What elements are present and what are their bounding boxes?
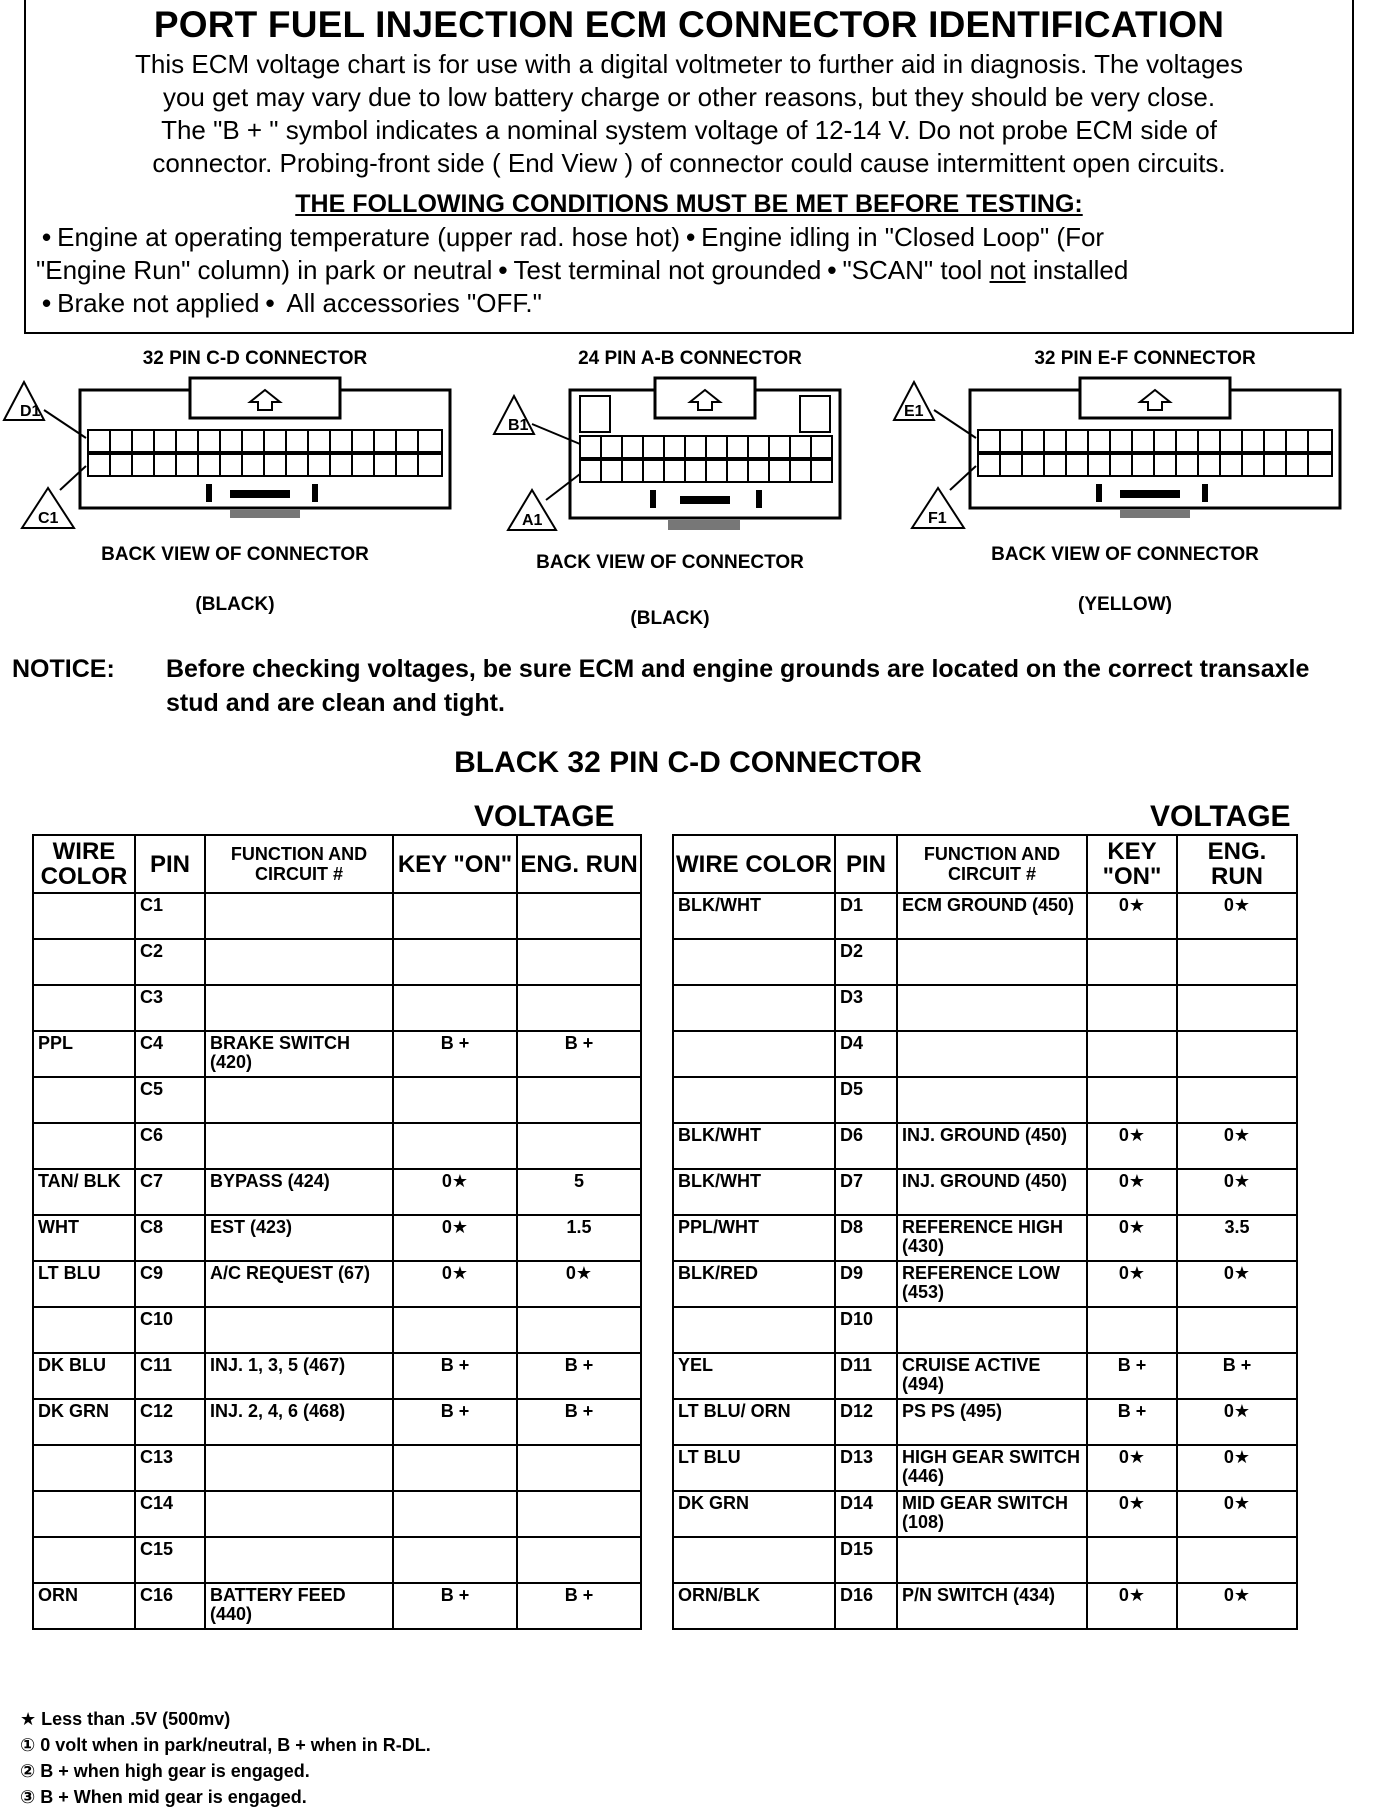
table-row <box>673 1307 1297 1353</box>
eng-run-cell <box>517 1445 641 1491</box>
intro-line: The "B + " symbol indicates a nominal system voltage of 12-14 V. Do not probe ECM side of <box>161 115 1217 145</box>
key-on-cell: 0★ <box>1087 1261 1177 1307</box>
pin-label-top: D1 <box>20 403 41 420</box>
function-cell <box>205 1537 393 1583</box>
pin-cell: D15 <box>835 1537 897 1583</box>
wire-color-cell: YEL <box>673 1353 835 1399</box>
header-box <box>24 0 1354 334</box>
function-cell <box>205 1077 393 1123</box>
pin-label-top: B1 <box>508 417 529 434</box>
pin-cell: D14 <box>835 1491 897 1537</box>
key-on-cell: B + <box>393 1399 517 1445</box>
pin-cell: D10 <box>835 1307 897 1353</box>
eng-run-cell <box>1177 1307 1297 1353</box>
eng-run-cell <box>517 1491 641 1537</box>
function-cell: BATTERY FEED (440) <box>205 1583 393 1629</box>
function-cell: PS PS (495) <box>897 1399 1087 1445</box>
pin-cell: C8 <box>135 1215 205 1261</box>
pin-cell: C12 <box>135 1399 205 1445</box>
wire-color-cell <box>673 1031 835 1077</box>
key-on-cell <box>393 1307 517 1353</box>
eng-run-cell: B + <box>517 1353 641 1399</box>
function-cell <box>897 1307 1087 1353</box>
pin-cell: D1 <box>835 893 897 939</box>
table-row <box>33 1077 641 1123</box>
pin-cell: D2 <box>835 939 897 985</box>
connector-diagram <box>0 370 470 540</box>
column-header: FUNCTION AND CIRCUIT # <box>205 835 393 893</box>
column-header: FUNCTION AND CIRCUIT # <box>897 835 1087 893</box>
condition-item: "SCAN" tool <box>842 255 983 285</box>
eng-run-cell: 1.5 <box>517 1215 641 1261</box>
wire-color-cell: PPL <box>33 1031 135 1077</box>
function-cell: EST (423) <box>205 1215 393 1261</box>
wire-color-cell: LT BLU/ ORN <box>673 1399 835 1445</box>
function-cell: REFERENCE LOW (453) <box>897 1261 1087 1307</box>
function-cell <box>205 893 393 939</box>
pin-cell: C1 <box>135 893 205 939</box>
wire-color-cell <box>33 1307 135 1353</box>
wire-color-cell: ORN/BLK <box>673 1583 835 1629</box>
key-on-cell <box>1087 1537 1177 1583</box>
column-header: KEY "ON" <box>1087 835 1177 893</box>
key-on-cell: B + <box>1087 1399 1177 1445</box>
eng-run-cell: 5 <box>517 1169 641 1215</box>
function-cell <box>897 1077 1087 1123</box>
function-cell <box>205 1491 393 1537</box>
wire-color-cell <box>673 1537 835 1583</box>
wire-color-cell: WHT <box>33 1215 135 1261</box>
function-cell: BYPASS (424) <box>205 1169 393 1215</box>
connector-view-label: BACK VIEW OF CONNECTOR <box>536 552 804 573</box>
function-cell <box>205 985 393 1031</box>
table-row <box>673 1537 1297 1583</box>
pin-cell: C15 <box>135 1537 205 1583</box>
wire-color-cell <box>33 1445 135 1491</box>
key-on-cell: 0★ <box>1087 1491 1177 1537</box>
pin-cell: C10 <box>135 1307 205 1353</box>
intro-line: you get may vary due to low battery charge or other reasons, but they should be very close. <box>162 82 1216 112</box>
table-row <box>673 1077 1297 1123</box>
pin-label-top: E1 <box>904 403 924 420</box>
wire-color-cell <box>33 939 135 985</box>
eng-run-cell <box>517 939 641 985</box>
eng-run-cell <box>517 1123 641 1169</box>
function-cell <box>205 939 393 985</box>
column-header: WIRE COLOR <box>33 835 135 893</box>
eng-run-cell: 0★ <box>1177 1445 1297 1491</box>
pin-label-bottom: A1 <box>522 512 543 529</box>
eng-run-cell: 0★ <box>1177 1583 1297 1629</box>
column-header: ENG. RUN <box>517 835 641 893</box>
pin-cell: D9 <box>835 1261 897 1307</box>
table-row <box>673 1261 1297 1307</box>
table-row <box>33 1261 641 1307</box>
condition-item: installed <box>1032 255 1129 285</box>
key-on-cell: B + <box>393 1583 517 1629</box>
intro-line: This ECM voltage chart is for use with a digital voltmeter to further aid in diagnosis. The voltages <box>135 49 1243 79</box>
column-header: KEY "ON" <box>393 835 517 893</box>
column-header: PIN <box>835 835 897 893</box>
table-row <box>673 1123 1297 1169</box>
key-on-cell: 0★ <box>1087 1215 1177 1261</box>
eng-run-cell: B + <box>517 1583 641 1629</box>
key-on-cell: 0★ <box>393 1169 517 1215</box>
connector-name: 24 PIN A-B CONNECTOR <box>578 348 802 369</box>
wire-color-cell <box>33 985 135 1031</box>
conditions-list <box>26 219 1352 320</box>
pin-label-bottom: F1 <box>928 510 947 527</box>
table-row <box>33 1537 641 1583</box>
pin-cell: D7 <box>835 1169 897 1215</box>
eng-run-cell: 3.5 <box>1177 1215 1297 1261</box>
eng-run-cell <box>517 985 641 1031</box>
key-on-cell <box>1087 939 1177 985</box>
table-row <box>33 893 641 939</box>
notice-text: Before checking voltages, be sure ECM and engine grounds are located on the correct transaxle stud and are clean and tight. <box>166 655 1310 717</box>
wire-color-cell <box>33 1123 135 1169</box>
function-cell <box>205 1307 393 1353</box>
key-on-cell: B + <box>1087 1353 1177 1399</box>
voltage-label: VOLTAGE <box>474 800 615 833</box>
table-row <box>673 985 1297 1031</box>
function-cell: A/C REQUEST (67) <box>205 1261 393 1307</box>
column-header: ENG. RUN <box>1177 835 1297 893</box>
key-on-cell <box>1087 1307 1177 1353</box>
function-cell: INJ. GROUND (450) <box>897 1123 1087 1169</box>
conditions-heading: THE FOLLOWING CONDITIONS MUST BE MET BEFORE TESTING: <box>295 190 1083 218</box>
condition-item: Brake not applied <box>57 288 260 318</box>
wire-color-cell <box>33 893 135 939</box>
key-on-cell <box>393 1537 517 1583</box>
function-cell <box>205 1445 393 1491</box>
footnote: ② B + when high gear is engaged. <box>20 1761 310 1781</box>
connector-diagram <box>480 370 860 548</box>
function-cell: ECM GROUND (450) <box>897 893 1087 939</box>
pin-cell: C13 <box>135 1445 205 1491</box>
page-title: PORT FUEL INJECTION ECM CONNECTOR IDENTIFICATION <box>153 4 1225 45</box>
pin-cell: D6 <box>835 1123 897 1169</box>
connector-name: 32 PIN C-D CONNECTOR <box>142 348 368 369</box>
pin-cell: C7 <box>135 1169 205 1215</box>
eng-run-cell: 0★ <box>1177 1169 1297 1215</box>
condition-item: Engine at operating temperature (upper rad. hose hot) <box>57 222 681 252</box>
wire-color-cell: TAN/ BLK <box>33 1169 135 1215</box>
column-header: WIRE COLOR <box>673 835 835 893</box>
connector-ef <box>890 348 1360 616</box>
connector-ab <box>480 348 860 630</box>
function-cell: HIGH GEAR SWITCH (446) <box>897 1445 1087 1491</box>
table-row <box>673 1445 1297 1491</box>
function-cell <box>897 985 1087 1031</box>
function-cell: BRAKE SWITCH (420) <box>205 1031 393 1077</box>
wire-color-cell: LT BLU <box>33 1261 135 1307</box>
connector-color: (BLACK) <box>195 594 275 615</box>
key-on-cell <box>393 939 517 985</box>
key-on-cell: 0★ <box>393 1215 517 1261</box>
function-cell: CRUISE ACTIVE (494) <box>897 1353 1087 1399</box>
notice-label: NOTICE: <box>12 655 115 683</box>
key-on-cell <box>393 1123 517 1169</box>
key-on-cell <box>1087 985 1177 1031</box>
notice <box>12 652 1316 720</box>
pin-table-body <box>673 893 1297 1629</box>
key-on-cell <box>393 1445 517 1491</box>
eng-run-cell: 0★ <box>517 1261 641 1307</box>
eng-run-cell <box>517 1537 641 1583</box>
table-row <box>33 1307 641 1353</box>
key-on-cell <box>393 1077 517 1123</box>
pin-cell: C2 <box>135 939 205 985</box>
wire-color-cell <box>673 985 835 1031</box>
pin-cell: D4 <box>835 1031 897 1077</box>
footnote: ① 0 volt when in park/neutral, B + when in R-DL. <box>20 1735 431 1755</box>
pin-cell: D8 <box>835 1215 897 1261</box>
condition-item: "Engine Run" column) in park or neutral <box>36 255 493 285</box>
pin-cell: D5 <box>835 1077 897 1123</box>
table-row <box>33 985 641 1031</box>
condition-item: All accessories "OFF." <box>286 288 542 318</box>
pin-table-d <box>672 834 1298 1630</box>
pin-cell: C9 <box>135 1261 205 1307</box>
function-cell: INJ. 2, 4, 6 (468) <box>205 1399 393 1445</box>
key-on-cell <box>393 893 517 939</box>
column-header: PIN <box>135 835 205 893</box>
bullet-icon: • <box>265 288 275 318</box>
key-on-cell: 0★ <box>1087 1583 1177 1629</box>
pin-table-c <box>32 834 642 1630</box>
pin-cell: D3 <box>835 985 897 1031</box>
bullet-icon: • <box>827 255 837 285</box>
key-on-cell: B + <box>393 1353 517 1399</box>
table-row <box>33 1399 641 1445</box>
wire-color-cell <box>33 1491 135 1537</box>
pin-cell: D12 <box>835 1399 897 1445</box>
table-row <box>673 1031 1297 1077</box>
eng-run-cell <box>1177 1077 1297 1123</box>
eng-run-cell <box>1177 939 1297 985</box>
pin-label-bottom: C1 <box>38 510 59 527</box>
wire-color-cell: ORN <box>33 1583 135 1629</box>
wire-color-cell: BLK/RED <box>673 1261 835 1307</box>
table-row <box>673 939 1297 985</box>
wire-color-cell <box>673 1077 835 1123</box>
key-on-cell <box>393 1491 517 1537</box>
table-row <box>33 1491 641 1537</box>
function-cell <box>897 1537 1087 1583</box>
table-row <box>33 1169 641 1215</box>
bullet-icon: • <box>498 255 508 285</box>
table-row <box>33 1353 641 1399</box>
function-cell: MID GEAR SWITCH (108) <box>897 1491 1087 1537</box>
eng-run-cell: B + <box>1177 1353 1297 1399</box>
wire-color-cell: BLK/WHT <box>673 1123 835 1169</box>
wire-color-cell <box>673 939 835 985</box>
pin-cell: C14 <box>135 1491 205 1537</box>
function-cell: INJ. 1, 3, 5 (467) <box>205 1353 393 1399</box>
voltage-label: VOLTAGE <box>1150 800 1291 833</box>
pin-cell: C4 <box>135 1031 205 1077</box>
eng-run-cell <box>517 893 641 939</box>
function-cell <box>897 939 1087 985</box>
table-row <box>33 1445 641 1491</box>
key-on-cell: 0★ <box>393 1261 517 1307</box>
wire-color-cell: BLK/WHT <box>673 893 835 939</box>
pin-cell: C5 <box>135 1077 205 1123</box>
connector-view-label: BACK VIEW OF CONNECTOR <box>991 544 1259 565</box>
table-row <box>673 1353 1297 1399</box>
pin-cell: D16 <box>835 1583 897 1629</box>
condition-emphasis: not <box>989 255 1026 285</box>
table-row <box>33 1031 641 1077</box>
pin-table-body <box>33 893 641 1629</box>
table-row <box>673 1491 1297 1537</box>
pin-cell: C3 <box>135 985 205 1031</box>
function-cell <box>205 1123 393 1169</box>
wire-color-cell <box>673 1307 835 1353</box>
eng-run-cell: 0★ <box>1177 1491 1297 1537</box>
connector-name: 32 PIN E-F CONNECTOR <box>1034 348 1256 369</box>
function-cell: INJ. GROUND (450) <box>897 1169 1087 1215</box>
function-cell: P/N SWITCH (434) <box>897 1583 1087 1629</box>
wire-color-cell: PPL/WHT <box>673 1215 835 1261</box>
intro-line: connector. Probing-front side ( End View ) of connector could cause intermittent open circuits. <box>152 148 1226 178</box>
table-row <box>673 1169 1297 1215</box>
pin-cell: C16 <box>135 1583 205 1629</box>
pin-cell: D11 <box>835 1353 897 1399</box>
table-row <box>673 893 1297 939</box>
table-row <box>673 1583 1297 1629</box>
key-on-cell: 0★ <box>1087 1123 1177 1169</box>
eng-run-cell <box>1177 1537 1297 1583</box>
wire-color-cell <box>33 1537 135 1583</box>
key-on-cell: 0★ <box>1087 1169 1177 1215</box>
function-cell: REFERENCE HIGH (430) <box>897 1215 1087 1261</box>
table-row <box>33 1583 641 1629</box>
footnote: ★ Less than .5V (500mv) <box>20 1709 231 1729</box>
pin-cell: C6 <box>135 1123 205 1169</box>
condition-item: Engine idling in "Closed Loop" (For <box>701 222 1105 252</box>
wire-color-cell: DK GRN <box>33 1399 135 1445</box>
intro-text <box>46 48 1332 180</box>
eng-run-cell <box>517 1077 641 1123</box>
key-on-cell <box>1087 1077 1177 1123</box>
wire-color-cell: LT BLU <box>673 1445 835 1491</box>
bullet-icon: • <box>686 222 696 252</box>
eng-run-cell: 0★ <box>1177 1261 1297 1307</box>
wire-color-cell: BLK/WHT <box>673 1169 835 1215</box>
key-on-cell <box>1087 1031 1177 1077</box>
eng-run-cell: 0★ <box>1177 893 1297 939</box>
key-on-cell <box>393 985 517 1031</box>
function-cell <box>897 1031 1087 1077</box>
eng-run-cell <box>1177 985 1297 1031</box>
table-row <box>33 939 641 985</box>
key-on-cell: 0★ <box>1087 893 1177 939</box>
connector-color: (BLACK) <box>630 608 710 629</box>
pin-cell: D13 <box>835 1445 897 1491</box>
eng-run-cell <box>517 1307 641 1353</box>
wire-color-cell <box>33 1077 135 1123</box>
table-row <box>673 1399 1297 1445</box>
eng-run-cell: B + <box>517 1031 641 1077</box>
key-on-cell: B + <box>393 1031 517 1077</box>
wire-color-cell: DK BLU <box>33 1353 135 1399</box>
connector-diagram <box>890 370 1360 540</box>
eng-run-cell: B + <box>517 1399 641 1445</box>
bullet-icon: • <box>42 222 52 252</box>
bullet-icon: • <box>42 288 52 318</box>
wire-color-cell: DK GRN <box>673 1491 835 1537</box>
table-row <box>673 1215 1297 1261</box>
pin-cell: C11 <box>135 1353 205 1399</box>
eng-run-cell: 0★ <box>1177 1399 1297 1445</box>
connector-view-label: BACK VIEW OF CONNECTOR <box>101 544 369 565</box>
eng-run-cell <box>1177 1031 1297 1077</box>
table-row <box>33 1215 641 1261</box>
table-title: BLACK 32 PIN C-D CONNECTOR <box>454 746 922 779</box>
connector-color: (YELLOW) <box>1078 594 1172 615</box>
condition-item: Test terminal not grounded <box>513 255 822 285</box>
table-row <box>33 1123 641 1169</box>
connector-cd <box>0 348 470 616</box>
key-on-cell: 0★ <box>1087 1445 1177 1491</box>
footnote: ③ B + When mid gear is engaged. <box>20 1787 307 1807</box>
eng-run-cell: 0★ <box>1177 1123 1297 1169</box>
footnotes <box>20 1706 431 1810</box>
